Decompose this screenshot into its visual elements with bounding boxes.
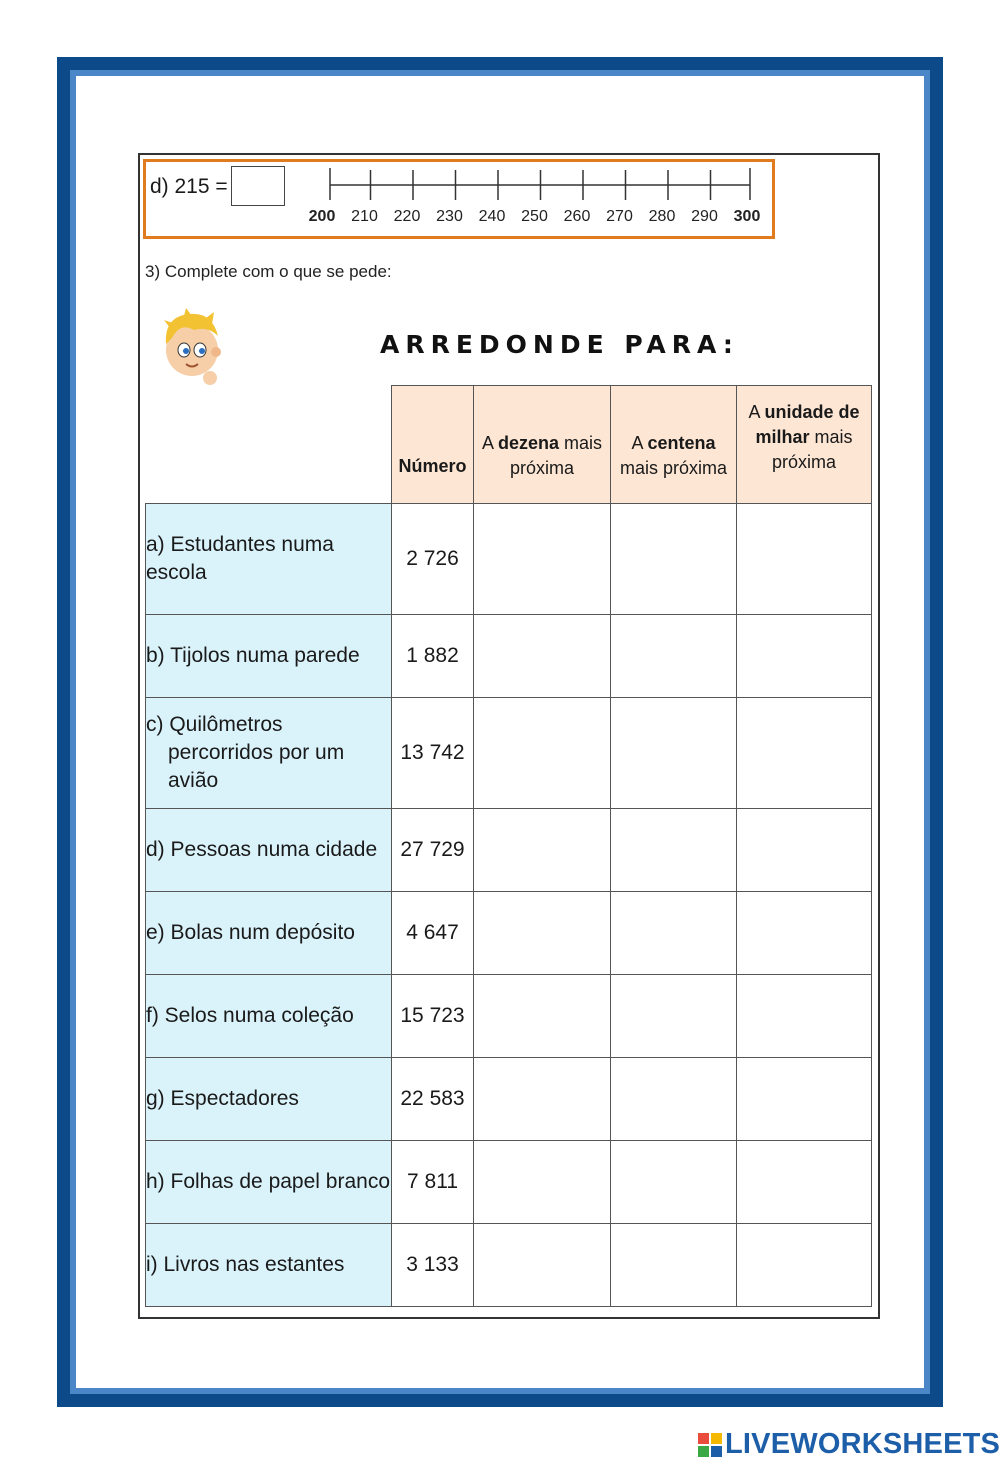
answer-milhar-input[interactable]: [737, 1087, 871, 1112]
answer-centena-input[interactable]: [611, 644, 736, 669]
row-label: c) Quilômetros percorridos por um avião: [146, 698, 392, 809]
answer-dezena-cell: [474, 892, 611, 975]
answer-dezena-cell: [474, 1058, 611, 1141]
answer-dezena-input[interactable]: [474, 1253, 610, 1278]
answer-centena-input[interactable]: [611, 1253, 736, 1278]
answer-centena-input[interactable]: [611, 1087, 736, 1112]
number-line-tick-label: 250: [521, 208, 548, 225]
row-number: 7 811: [392, 1141, 474, 1224]
answer-dezena-input[interactable]: [474, 838, 610, 863]
number-line-tick-label: 200: [308, 208, 336, 225]
answer-milhar-cell: [737, 504, 872, 615]
answer-milhar-cell: [737, 1141, 872, 1224]
table-row: [146, 892, 872, 975]
row-label: i) Livros nas estantes: [146, 1224, 392, 1307]
answer-dezena-input[interactable]: [474, 1087, 610, 1112]
row-number: 13 742: [392, 698, 474, 809]
number-line-tick-label: 300: [733, 208, 761, 225]
row-label: g) Espectadores: [146, 1058, 392, 1141]
header-number: Número: [392, 386, 474, 504]
row-label: d) Pessoas numa cidade: [146, 809, 392, 892]
answer-milhar-input[interactable]: [737, 741, 871, 766]
row-label: e) Bolas num depósito: [146, 892, 392, 975]
answer-centena-cell: [611, 892, 737, 975]
row-label: b) Tijolos numa parede: [146, 615, 392, 698]
row-number: 15 723: [392, 975, 474, 1058]
number-line-tick-label: 240: [478, 208, 506, 225]
number-line: [300, 162, 770, 232]
answer-centena-cell: [611, 1058, 737, 1141]
answer-dezena-input[interactable]: [474, 547, 610, 572]
answer-centena-input[interactable]: [611, 838, 736, 863]
row-number: 4 647: [392, 892, 474, 975]
table-row: [146, 1141, 872, 1224]
row-label: h) Folhas de papel branco: [146, 1141, 392, 1224]
answer-dezena-cell: [474, 975, 611, 1058]
number-line-tick-label: 230: [436, 208, 463, 225]
row-label: f) Selos numa coleção: [146, 975, 392, 1058]
answer-milhar-input[interactable]: [737, 1170, 871, 1195]
number-line-tick-label: 280: [648, 208, 676, 225]
question-3-text: 3) Complete com o que se pede:: [145, 262, 392, 281]
header-dezena: A dezena mais próxima: [474, 386, 611, 504]
answer-milhar-input[interactable]: [737, 921, 871, 946]
answer-milhar-input[interactable]: [737, 644, 871, 669]
header-milhar: A unidade de milhar mais próxima: [737, 386, 872, 504]
table-row: [146, 615, 872, 698]
table-row: [146, 809, 872, 892]
number-line-label: d) 215 =: [150, 175, 228, 198]
answer-centena-cell: [611, 1224, 737, 1307]
answer-dezena-cell: [474, 504, 611, 615]
liveworksheets-brand: [698, 1428, 1000, 1461]
answer-centena-input[interactable]: [611, 1004, 736, 1029]
answer-milhar-input[interactable]: [737, 838, 871, 863]
rounding-table: [145, 385, 872, 1307]
answer-centena-cell: [611, 615, 737, 698]
brand-text: LIVEWORKSHEETS: [725, 1428, 1000, 1460]
number-line-tick-label: 260: [563, 208, 591, 225]
number-line-tick-label: 210: [351, 208, 378, 225]
answer-centena-cell: [611, 1141, 737, 1224]
row-label: a) Estudantes numa escola: [146, 504, 392, 615]
answer-centena-input[interactable]: [611, 1170, 736, 1195]
answer-milhar-input[interactable]: [737, 1004, 871, 1029]
number-line-tick-label: 290: [691, 208, 718, 225]
table-header-row: [146, 386, 872, 504]
answer-centena-input[interactable]: [611, 741, 736, 766]
answer-milhar-cell: [737, 698, 872, 809]
answer-centena-cell: [611, 504, 737, 615]
answer-dezena-input[interactable]: [474, 1170, 610, 1195]
table-row: [146, 1224, 872, 1307]
answer-dezena-cell: [474, 1141, 611, 1224]
answer-centena-cell: [611, 698, 737, 809]
answer-milhar-cell: [737, 1058, 872, 1141]
rounding-title: ARREDONDE PARA:: [380, 330, 739, 359]
table-row: [146, 975, 872, 1058]
answer-dezena-input[interactable]: [474, 921, 610, 946]
number-line-answer-input[interactable]: [231, 166, 285, 206]
number-line-tick-label: 270: [606, 208, 633, 225]
answer-milhar-cell: [737, 975, 872, 1058]
liveworksheets-logo-icon: [698, 1433, 722, 1457]
table-row: [146, 698, 872, 809]
row-number: 2 726: [392, 504, 474, 615]
table-row: [146, 504, 872, 615]
number-line-tick-label: 220: [393, 208, 421, 225]
row-number: 1 882: [392, 615, 474, 698]
answer-milhar-cell: [737, 809, 872, 892]
answer-milhar-input[interactable]: [737, 547, 871, 572]
answer-milhar-cell: [737, 892, 872, 975]
answer-dezena-cell: [474, 809, 611, 892]
answer-milhar-input[interactable]: [737, 1253, 871, 1278]
header-centena: A centena mais próxima: [611, 386, 737, 504]
table-row: [146, 1058, 872, 1141]
row-number: 27 729: [392, 809, 474, 892]
row-number: 22 583: [392, 1058, 474, 1141]
answer-centena-cell: [611, 809, 737, 892]
answer-dezena-cell: [474, 698, 611, 809]
header-blank-cell: [146, 386, 392, 504]
answer-centena-cell: [611, 975, 737, 1058]
answer-milhar-cell: [737, 1224, 872, 1307]
answer-dezena-input[interactable]: [474, 1004, 610, 1029]
answer-milhar-cell: [737, 615, 872, 698]
answer-dezena-cell: [474, 615, 611, 698]
answer-centena-input[interactable]: [611, 547, 736, 572]
answer-dezena-cell: [474, 1224, 611, 1307]
answer-dezena-input[interactable]: [474, 644, 610, 669]
row-number: 3 133: [392, 1224, 474, 1307]
answer-centena-input[interactable]: [611, 921, 736, 946]
answer-dezena-input[interactable]: [474, 741, 610, 766]
